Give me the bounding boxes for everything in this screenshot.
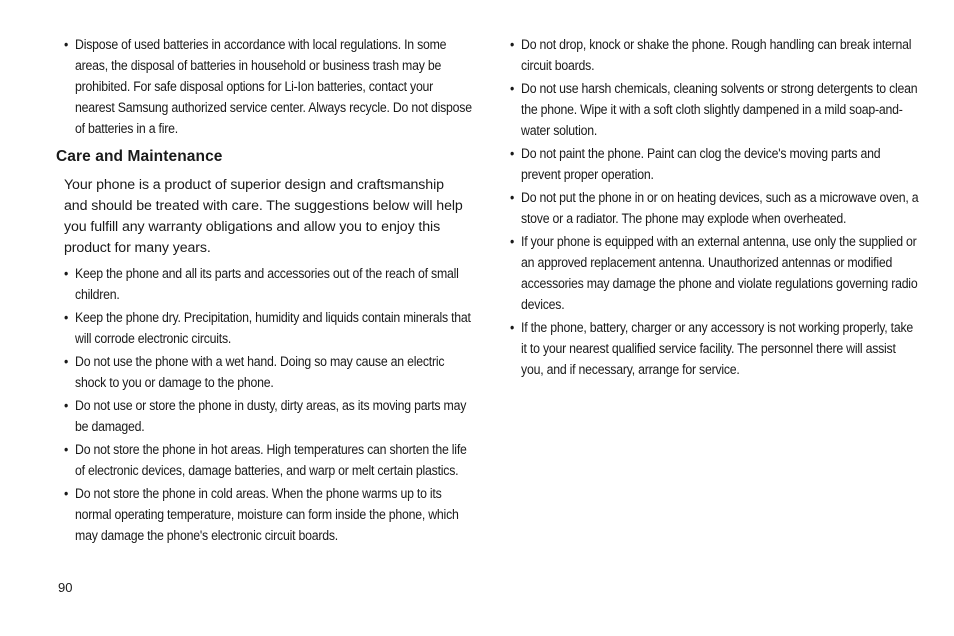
list-item: • Do not use or store the phone in dusty, dirty areas, as its moving parts may be damaged. [64, 395, 472, 437]
list-item: • Do not store the phone in hot areas. High temperatures can shorten the life of electronic devices, damage batteries, and warp or melt certain plastics. [64, 439, 472, 481]
list-item: • Do not use harsh chemicals, cleaning solvents or strong detergents to clean the phone. Wipe it with a soft cloth slightly dampened in a mild soap-and-water solution. [510, 78, 918, 141]
list-item: • Do not put the phone in or on heating devices, such as a microwave oven, a stove or a radiator. The phone may explode when overheated. [510, 187, 918, 229]
left-column [56, 34, 472, 548]
list-item: • Do not use the phone with a wet hand. Doing so may cause an electric shock to you or damage to the phone. [64, 351, 472, 393]
list-item: • Keep the phone and all its parts and accessories out of the reach of small children. [64, 263, 472, 305]
list-item: • Keep the phone dry. Precipitation, humidity and liquids contain minerals that will corrode electronic circuits. [64, 307, 472, 349]
section-heading: Care and Maintenance [56, 148, 223, 165]
list-item: • Dispose of used batteries in accordance with local regulations. In some areas, the disposal of batteries in household or business trash may be prohibited. For safe disposal options for Li-Ion batteries, contact your nearest Samsung authorized service center. Always recycle. Do not dispose of batteries in a fire. [64, 34, 472, 139]
care-bullet-list [64, 263, 471, 546]
battery-disposal-list [64, 34, 472, 139]
intro-paragraph: Your phone is a product of superior design and craftsmanship and should be treated with care. The suggestions below will help you fulfill any warranty obligations and allow you to enjoy this product for many years. [64, 177, 463, 256]
list-item: • Do not paint the phone. Paint can clog the device's moving parts and prevent proper operation. [510, 143, 918, 185]
right-column [510, 34, 919, 382]
care-bullet-list-continued [510, 34, 919, 380]
list-item: • If your phone is equipped with an external antenna, use only the supplied or an approved replacement antenna. Unauthorized antennas or modified accessories may damage the phone and violate regulations governing radio devices. [510, 231, 918, 315]
list-item: • Do not drop, knock or shake the phone. Rough handling can break internal circuit boards. [510, 34, 918, 76]
list-item: • Do not store the phone in cold areas. When the phone warms up to its normal operating temperature, moisture can form inside the phone, which may damage the phone's electronic circuit boards. [64, 483, 472, 546]
page-number: 90 [58, 580, 73, 595]
list-item: • If the phone, battery, charger or any accessory is not working properly, take it to your nearest qualified service facility. The personnel there will assist you, and if necessary, arrange for service. [510, 317, 918, 380]
